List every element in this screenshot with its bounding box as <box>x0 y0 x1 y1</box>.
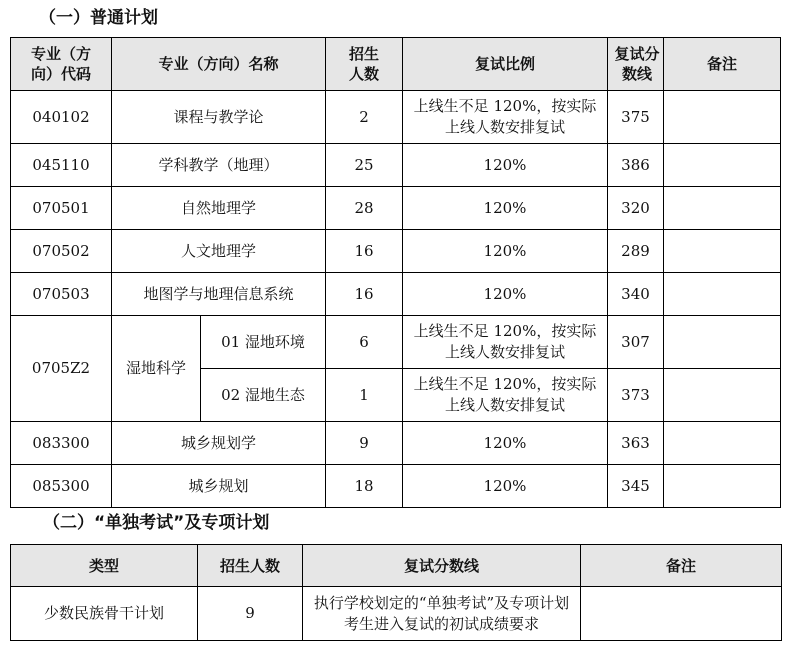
table-row <box>11 316 781 369</box>
header-note: 备注 <box>581 545 782 587</box>
table-row <box>11 91 781 144</box>
header-name: 专业（方向）名称 <box>112 38 326 91</box>
cell-enroll: 18 <box>326 465 403 508</box>
cell-code: 085300 <box>11 465 112 508</box>
header-score: 复试分数线 <box>608 38 664 91</box>
cell-score: 373 <box>608 369 664 422</box>
cell-code: 040102 <box>11 91 112 144</box>
cell-score: 289 <box>608 230 664 273</box>
cell-ratio: 上线生不足 120%，按实际上线人数安排复试 <box>403 316 608 369</box>
cell-score: 307 <box>608 316 664 369</box>
cell-enroll: 28 <box>326 187 403 230</box>
cell-enroll: 16 <box>326 230 403 273</box>
cell-ratio: 120% <box>403 144 608 187</box>
cell-code: 045110 <box>11 144 112 187</box>
header-enroll: 招生人数 <box>198 545 303 587</box>
header-code: 专业（方向）代码 <box>11 38 112 91</box>
cell-score: 执行学校划定的“单独考试”及专项计划考生进入复试的初试成绩要求 <box>303 587 581 641</box>
cell-score: 386 <box>608 144 664 187</box>
cell-enroll: 9 <box>198 587 303 641</box>
cell-code: 083300 <box>11 422 112 465</box>
section-title-special-plan: （二）“单独考试”及专项计划 <box>43 513 270 533</box>
cell-name: 城乡规划 <box>112 465 326 508</box>
cell-note <box>664 316 781 369</box>
cell-enroll: 16 <box>326 273 403 316</box>
cell-subname: 01 湿地环境 <box>201 316 326 369</box>
cell-name: 人文地理学 <box>112 230 326 273</box>
cell-subname: 02 湿地生态 <box>201 369 326 422</box>
cell-note <box>664 230 781 273</box>
cell-name: 地图学与地理信息系统 <box>112 273 326 316</box>
cell-name: 学科教学（地理） <box>112 144 326 187</box>
cell-ratio: 上线生不足 120%，按实际上线人数安排复试 <box>403 91 608 144</box>
cell-note <box>664 144 781 187</box>
cell-enroll: 6 <box>326 316 403 369</box>
cell-type: 少数民族骨干计划 <box>11 587 198 641</box>
header-type: 类型 <box>11 545 198 587</box>
cell-ratio: 120% <box>403 187 608 230</box>
table-row <box>11 230 781 273</box>
cell-name: 城乡规划学 <box>112 422 326 465</box>
table-row <box>11 144 781 187</box>
cell-score: 363 <box>608 422 664 465</box>
cell-score: 345 <box>608 465 664 508</box>
cell-note <box>664 187 781 230</box>
cell-code: 0705Z2 <box>11 316 112 422</box>
cell-score: 320 <box>608 187 664 230</box>
header-enroll: 招生人数 <box>326 38 403 91</box>
cell-note <box>664 422 781 465</box>
table-row <box>11 465 781 508</box>
cell-score: 340 <box>608 273 664 316</box>
cell-ratio: 120% <box>403 422 608 465</box>
cell-score: 375 <box>608 91 664 144</box>
cell-code: 070501 <box>11 187 112 230</box>
cell-ratio: 120% <box>403 230 608 273</box>
cell-note <box>664 369 781 422</box>
cell-note <box>664 465 781 508</box>
special-plan-table <box>10 544 782 641</box>
table-header-row <box>11 38 781 91</box>
cell-note <box>664 91 781 144</box>
table-row <box>11 273 781 316</box>
cell-code: 070503 <box>11 273 112 316</box>
table-header-row <box>11 545 782 587</box>
cell-ratio: 上线生不足 120%，按实际上线人数安排复试 <box>403 369 608 422</box>
header-score: 复试分数线 <box>303 545 581 587</box>
cell-note <box>581 587 782 641</box>
cell-note <box>664 273 781 316</box>
table-row <box>11 587 782 641</box>
cell-name: 课程与教学论 <box>112 91 326 144</box>
table-row <box>11 187 781 230</box>
section-title-general-plan: （一）普通计划 <box>39 8 158 28</box>
cell-enroll: 9 <box>326 422 403 465</box>
cell-enroll: 2 <box>326 91 403 144</box>
general-plan-table <box>10 37 781 508</box>
cell-ratio: 120% <box>403 465 608 508</box>
cell-enroll: 1 <box>326 369 403 422</box>
cell-name: 自然地理学 <box>112 187 326 230</box>
cell-code: 070502 <box>11 230 112 273</box>
cell-enroll: 25 <box>326 144 403 187</box>
cell-ratio: 120% <box>403 273 608 316</box>
header-note: 备注 <box>664 38 781 91</box>
cell-name-group: 湿地科学 <box>112 316 201 422</box>
header-ratio: 复试比例 <box>403 38 608 91</box>
table-row <box>11 422 781 465</box>
